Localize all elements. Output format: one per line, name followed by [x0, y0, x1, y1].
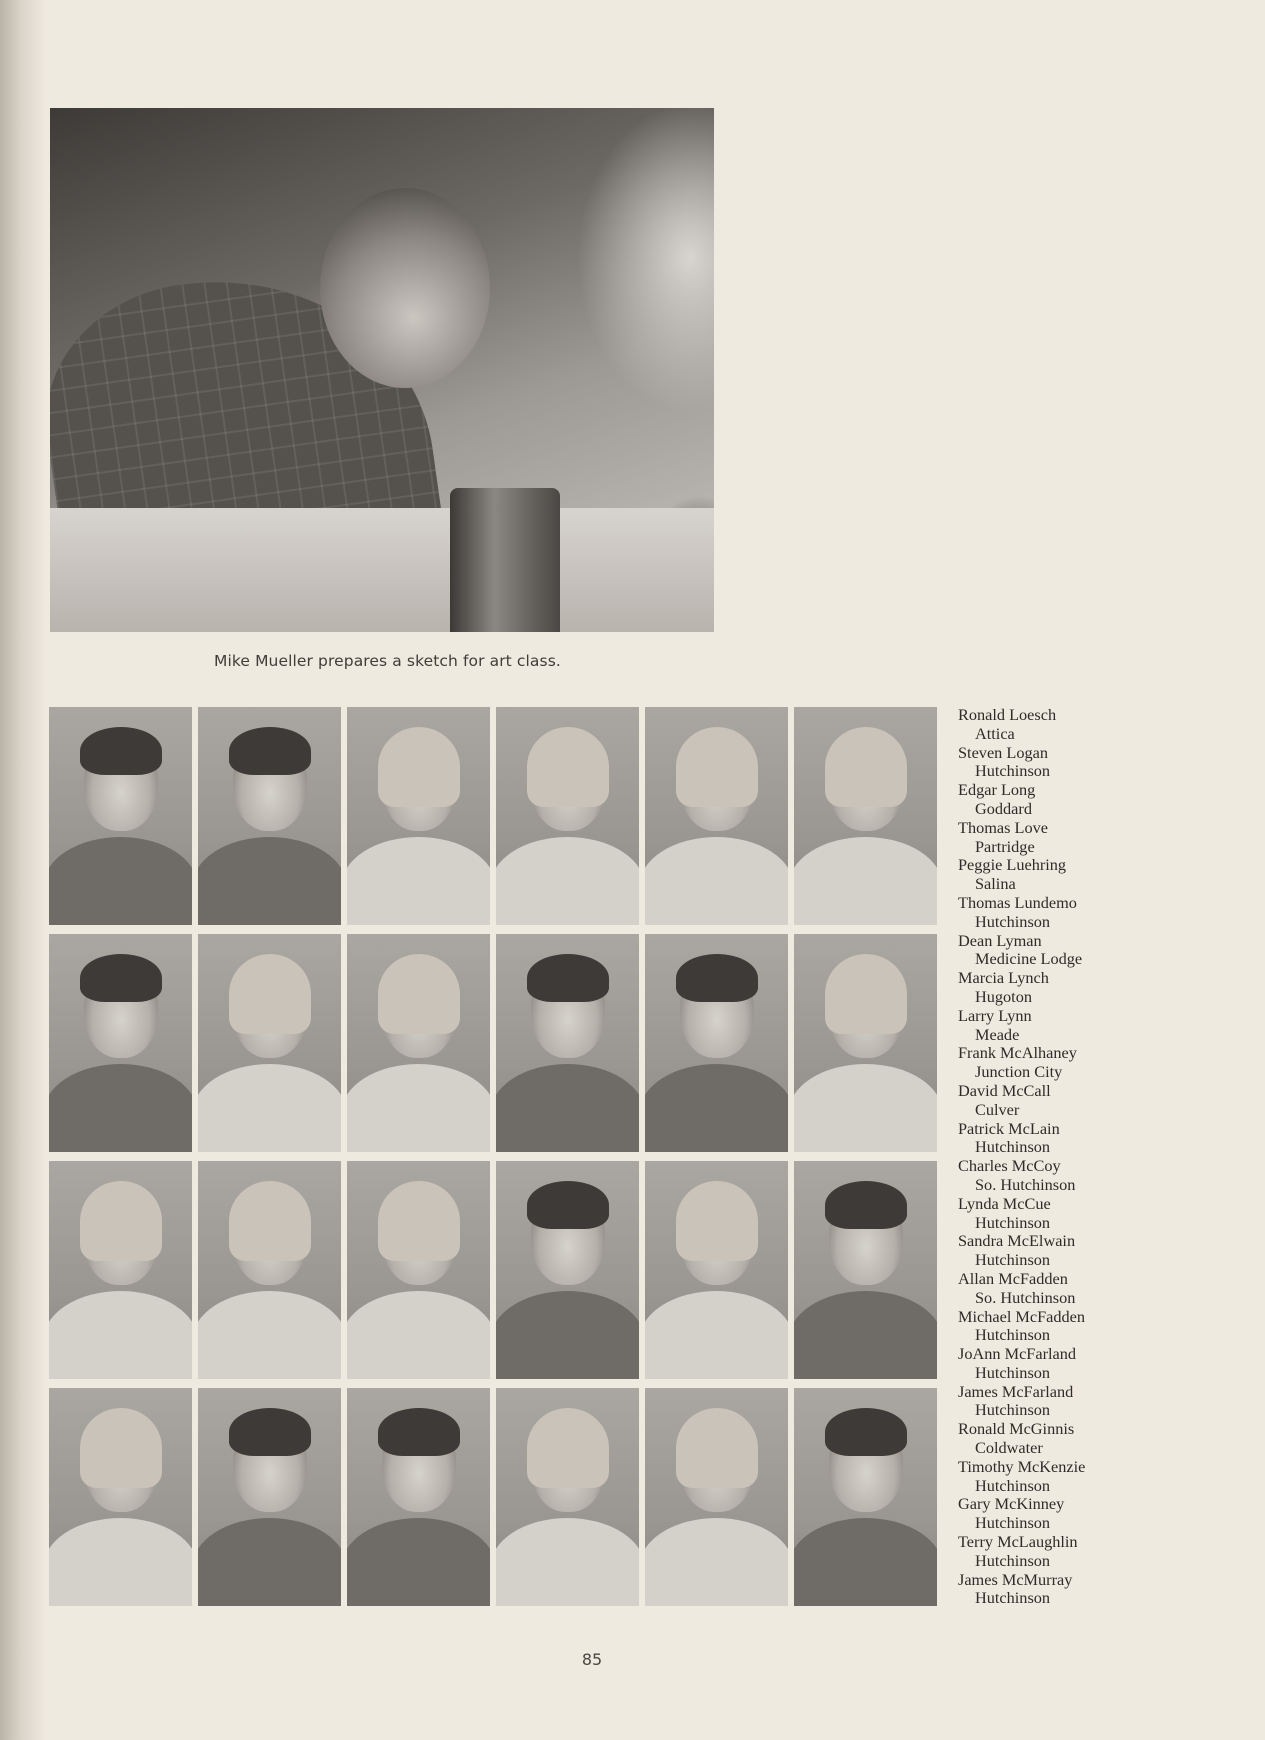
student-name: Edgar Long — [958, 780, 1036, 800]
feature-photo — [50, 108, 714, 632]
student-town: Goddard — [975, 798, 1032, 818]
student-portrait — [49, 1161, 192, 1379]
student-entry — [958, 1458, 1178, 1496]
student-portrait — [496, 1161, 639, 1379]
student-name: JoAnn McFarland — [958, 1344, 1077, 1364]
student-town: Hutchinson — [975, 761, 1051, 781]
student-town: Hutchinson — [975, 1400, 1051, 1420]
student-portrait — [347, 934, 490, 1152]
student-entry — [958, 1232, 1178, 1270]
photo-caption: Mike Mueller prepares a sketch for art class. — [214, 652, 561, 670]
student-entry — [958, 1082, 1178, 1120]
student-portrait — [496, 1388, 639, 1606]
student-town: Hugoton — [975, 986, 1032, 1006]
student-name: Frank McAlhaney — [958, 1043, 1077, 1063]
student-town: So. Hutchinson — [975, 1174, 1076, 1194]
photo-desk-shape — [50, 508, 714, 632]
student-portrait — [198, 1161, 341, 1379]
student-entry — [958, 781, 1178, 819]
student-entry — [958, 1195, 1178, 1233]
photo-head-shape — [320, 188, 490, 388]
student-town: Hutchinson — [975, 1137, 1051, 1157]
student-name: Ronald Loesch — [958, 705, 1057, 724]
student-entry — [958, 1308, 1178, 1346]
student-portrait — [347, 1388, 490, 1606]
student-portrait — [198, 707, 341, 925]
student-entry — [958, 856, 1178, 894]
student-name: Marcia Lynch — [958, 968, 1049, 988]
student-name: Lynda McCue — [958, 1193, 1051, 1213]
student-portrait — [645, 1388, 788, 1606]
student-entry — [958, 1007, 1178, 1045]
student-portrait — [49, 1388, 192, 1606]
student-portrait — [496, 707, 639, 925]
student-entry — [958, 819, 1178, 857]
student-town: Meade — [975, 1024, 1020, 1044]
student-name: Thomas Love — [958, 817, 1048, 837]
photo-jar-shape — [450, 488, 560, 632]
portrait-grid — [49, 707, 937, 1607]
student-entry — [958, 1345, 1178, 1383]
student-name: Larry Lynn — [958, 1005, 1032, 1025]
student-name: Peggie Luehring — [958, 855, 1067, 875]
student-town: Partridge — [975, 836, 1035, 856]
student-name: Thomas Lundemo — [958, 892, 1077, 912]
student-town: Hutchinson — [975, 1588, 1051, 1608]
student-name: Timothy McKenzie — [958, 1456, 1086, 1476]
student-town: So. Hutchinson — [975, 1287, 1076, 1307]
student-town: Hutchinson — [975, 1212, 1051, 1232]
student-entry — [958, 1495, 1178, 1533]
student-portrait — [347, 1161, 490, 1379]
student-town: Salina — [975, 874, 1016, 894]
student-entry — [958, 932, 1178, 970]
student-name: Charles McCoy — [958, 1156, 1061, 1176]
student-entry — [958, 1533, 1178, 1571]
student-portrait — [645, 707, 788, 925]
student-town: Culver — [975, 1099, 1020, 1119]
student-name: Steven Logan — [958, 742, 1048, 762]
student-name: James McMurray — [958, 1569, 1073, 1589]
page-binding-shadow — [0, 0, 46, 1740]
student-entry — [958, 1157, 1178, 1195]
student-portrait — [198, 1388, 341, 1606]
student-town: Hutchinson — [975, 1325, 1051, 1345]
student-name: Gary McKinney — [958, 1494, 1065, 1514]
student-portrait — [794, 934, 937, 1152]
student-entry — [958, 1120, 1178, 1158]
student-portrait — [49, 707, 192, 925]
student-name: Patrick McLain — [958, 1118, 1060, 1138]
student-entry — [958, 744, 1178, 782]
student-town: Hutchinson — [975, 1550, 1051, 1570]
student-name: Dean Lyman — [958, 930, 1042, 950]
student-town: Coldwater — [975, 1438, 1043, 1458]
student-entry — [958, 894, 1178, 932]
student-entry — [958, 1270, 1178, 1308]
page-number: 85 — [581, 1650, 603, 1669]
student-entry — [958, 1571, 1178, 1609]
student-town: Hutchinson — [975, 1475, 1051, 1495]
student-entry — [958, 1044, 1178, 1082]
student-portrait — [794, 707, 937, 925]
student-name: Allan McFadden — [958, 1268, 1068, 1288]
student-portrait — [645, 934, 788, 1152]
student-town: Junction City — [975, 1062, 1063, 1082]
student-portrait — [198, 934, 341, 1152]
student-portrait — [794, 1388, 937, 1606]
student-portrait — [496, 934, 639, 1152]
student-name: Michael McFadden — [958, 1306, 1086, 1326]
student-portrait — [794, 1161, 937, 1379]
student-portrait — [49, 934, 192, 1152]
student-town: Hutchinson — [975, 1250, 1051, 1270]
student-name: James McFarland — [958, 1381, 1074, 1401]
student-portrait — [645, 1161, 788, 1379]
student-entry — [958, 706, 1178, 744]
student-town: Hutchinson — [975, 1362, 1051, 1382]
student-name: Sandra McElwain — [958, 1231, 1076, 1251]
student-name: Ronald McGinnis — [958, 1419, 1075, 1439]
student-portrait — [347, 707, 490, 925]
student-name-list — [958, 706, 1178, 1608]
student-town: Attica — [975, 723, 1015, 743]
student-name: David McCall — [958, 1080, 1051, 1100]
student-town: Hutchinson — [975, 911, 1051, 931]
student-entry — [958, 1383, 1178, 1421]
student-entry — [958, 969, 1178, 1007]
student-name: Terry McLaughlin — [958, 1532, 1078, 1552]
student-entry — [958, 1420, 1178, 1458]
student-town: Medicine Lodge — [975, 949, 1083, 969]
student-town: Hutchinson — [975, 1513, 1051, 1533]
